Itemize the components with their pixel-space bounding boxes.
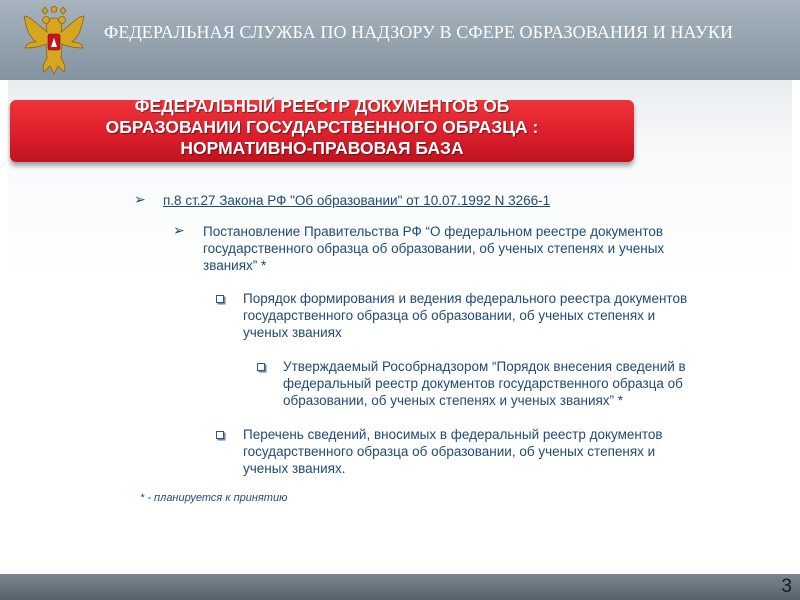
square-bullet-icon xyxy=(216,431,224,439)
arrow-bullet-icon: ➢ xyxy=(173,222,185,238)
square-bullet-icon xyxy=(257,363,265,371)
item-line: Постановление Правительства РФ “О федеральном реестре документов xyxy=(203,224,664,239)
header-title: ФЕДЕРАЛЬНАЯ СЛУЖБА ПО НАДЗОРУ В СФЕРЕ ОБРАЗОВАНИЯ И НАУКИ xyxy=(104,22,734,42)
item-line: федеральный реестр документов государственного образца об xyxy=(283,376,683,391)
law-reference-link[interactable] xyxy=(163,192,550,209)
banner-line: ФЕДЕРАЛЬНЫЙ РЕЕСТР ДОКУМЕНТОВ ОБ xyxy=(134,96,510,116)
item-line: образовании, об ученых степенях и ученых званиях” * xyxy=(283,393,624,408)
footer-bar xyxy=(0,574,800,600)
item-line: государственного образца об образовании, об ученых степенях и xyxy=(243,444,656,459)
item-line: Утверждаемый Рособрнадзором “Порядок внесения сведений в xyxy=(283,359,686,374)
list-item-government-decree xyxy=(203,223,664,274)
item-line: государственного образца об образовании, об ученых степенях и xyxy=(243,308,656,323)
title-banner xyxy=(10,96,634,162)
banner-line: ОБРАЗОВАНИИ ГОСУДАРСТВЕННОГО ОБРАЗЦА : xyxy=(105,117,539,137)
item-line: Перечень сведений, вносимых в федеральный реестр документов xyxy=(243,427,663,442)
list-item-registry-procedure xyxy=(243,290,687,341)
footnote: * - планируется к принятию xyxy=(140,492,288,504)
item-line: п.8 ст.27 Закона РФ "Об образовании" от 10.07.1992 N 3266-1 xyxy=(163,193,551,208)
item-line: ученых званиях xyxy=(243,325,342,340)
page-number: 3 xyxy=(781,576,792,597)
item-line: званиях” * xyxy=(203,258,267,273)
item-line: ученых званиях. xyxy=(243,461,346,476)
banner-line: НОРМАТИВНО-ПРАВОВАЯ БАЗА xyxy=(180,138,464,158)
banner-title xyxy=(10,96,634,159)
list-item-data-entry-procedure xyxy=(283,358,686,409)
list-item-data-list xyxy=(243,426,663,477)
arrow-bullet-icon: ➢ xyxy=(134,191,146,207)
russian-coat-of-arms-icon xyxy=(20,6,88,76)
square-bullet-icon xyxy=(216,295,224,303)
item-line: Порядок формирования и ведения федерального реестра документов xyxy=(243,291,688,306)
item-line: государственного образца об образовании, об ученых степенях и ученых xyxy=(203,241,665,256)
